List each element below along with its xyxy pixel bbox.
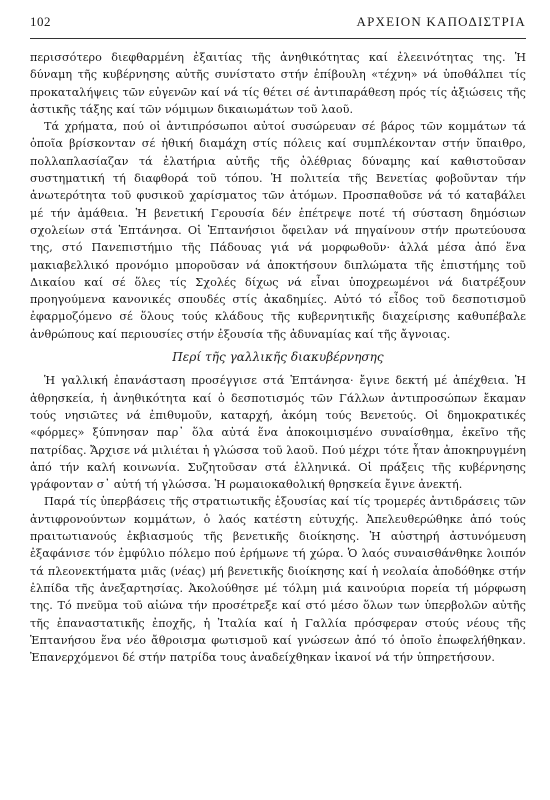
paragraph: Ἡ γαλλική ἐπανάσταση προσέγγισε στά Ἑπτάνησα· ἔγινε δεκτή μέ ἀπέχθεια. Ἡ ἀθρησκεία, ἡ ἀνηθικότητα καί ὁ δεσποτισμός τῶν Γάλλων ἀντιπροσώπων ἔκαμαν τούς νησιῶτες νά ἐπιθυμοῦν, καταρχή, ἀκόμη τούς Βενετούς. Οἱ δημοκρατικές «φόρμες» ξύπνησαν παρ᾽ ὅλα αὐτά ἕνα ἀποκοιμισμένο συναίσθημα, ἐκεῖνο τῆς πατρίδας. Ἄρχισε νά μιλιέται ἡ γλώσσα τοῦ λαοῦ. Πού μέχρι τότε ἦταν ἀποκηρυγμένη ἀπό τήν καλή κοινωνία. Συζητοῦσαν στά ἑλληνικά. Οἱ πράξεις τῆς κυβέρνησης γράφονταν σ᾽ αὐτή τή γλώσσα. Ἡ ρωμαιοκαθολική θρησκεία ἔγινε ἀνεκτή. — [30, 374, 526, 492]
paragraph: περισσότερο διεφθαρμένη ἐξαιτίας τῆς ἀνηθικότητας καί ἐλεεινότητας της. Ἡ δύναμη τῆς κυβέρνησης αὐτῆς συνίστατο στήν ἐπίβουλη «τέχνη» νά ὑποθάλπει τίς προκαταλήψεις τῶν εὐγενῶν καί νά τίς θέτει σέ ἀντιπαράθεση πρός τίς ἀξιώσεις τῆς ἀστικῆς τάξης καί τῶν νόμιμων δικαιωμάτων τοῦ λαοῦ. — [30, 51, 526, 116]
main-text — [30, 49, 526, 666]
page-number: 102 — [30, 14, 51, 29]
running-head — [30, 14, 526, 34]
running-title: ΑΡΧΕΙΟΝ ΚΑΠΟΔΙΣΤΡΙΑ — [356, 14, 526, 29]
book-page — [30, 14, 526, 666]
paragraph: Τά χρήματα, πού οἱ ἀντιπρόσωποι αὐτοί συσώρευαν σέ βάρος τῶν κομμάτων τά ὁποῖα βρίσκονταν σέ ἠθική διαμάχη στίς πόλεις καί συμπλέκονταν στήν ὕπαιθρο, πολλαπλασίαζαν τά ἐλατήρια αὐτῆς τῆς ὀλέθριας δύναμης καί καθιστοῦσαν συστηματική τή διαφθορά τοῦ τόπου. Ἡ πολιτεία τῆς Βενετίας φοβοῦνταν τήν ἀνωτερότητα τοῦ φυσικοῦ χαρίσματος τῶν ἀτόμων. Προσπαθοῦσε νά τό καταβάλει μέ τήν ἀμάθεια. Ἡ βενετική Γερουσία δέν ἐπέτρεψε ποτέ τή σύσταση δημόσιων σχολείων στά Ἑπτάνησα. Οἱ Ἑπτανήσιοι ὄφειλαν νά πηγαίνουν στήν πρωτεύουσα της, στό Πανεπιστήμιο τῆς Πάδουας γιά νά μορφωθοῦν· ἀλλά μέσα ἀπό ἕνα μακιαβελλικό προνόμιο μποροῦσαν νά ἀποκτήσουν διπλώματα τῆς ἐπιστήμης τοῦ Δικαίου καί σέ ὅλες τίς Σχολές δίχως νά εἶναι ὑποχρεωμένοι νά διατρέξουν προηγούμενα κανονικές σπουδές στίς ἀκαδημίες. Αὐτό τό εἶδος τοῦ δεσποτισμοῦ ἐφαρμοζόμενο σέ ὅλους τούς κλάδους τῆς κυβερνητικῆς διαχείρισης καθυπέβαλε ἀνθρώπους καί περιουσίες στήν ἐξουσία τῆς ἀδυναμίας καί τῆς ἄγνοιας. — [30, 120, 526, 341]
section-heading: Περί τῆς γαλλικῆς διακυβέρνησης — [172, 350, 384, 365]
header-rule — [30, 38, 526, 39]
paragraph: Παρά τίς ὑπερβάσεις τῆς στρατιωτικῆς ἐξουσίας καί τίς τρομερές ἀντιδράσεις τῶν ἀντιφρονούντων κομμάτων, ὁ λαός κατέστη εὐτυχής. Ἀπελευθερώθηκε ἀπό τούς πραιτωτιανούς ἐκβιασμούς τῆς βενετικῆς διοίκησης. Ἡ αὐστηρή ἀστυνόμευση ἐξαφάνισε τόν ἐμφύλιο πόλεμο πού ἐρήμωνε τή χώρα. Ὁ λαός συναισθάνθηκε λοιπόν τά πλεονεκτήματα μιᾶς (νέας) μή βενετικῆς διοίκησης καί ἡ νεολαία ἀποδόθηκε στήν ἐλπίδα τῆς ἀνεξαρτησίας. Ἀκολούθησε μέ τόλμη μιά καινούρια πορεία τή μόρφωση της. Τό πνεῦμα τοῦ αἰώνα τήν προσέτρεξε καί στό μέσο ὅλων των ὑπερβολῶν αὐτῆς τῆς ἐπαναστατικῆς ἐποχῆς, ἡ Ἰταλία καί ἡ Γαλλία πρόσφεραν στούς νέους τῆς Ἑπτανήσου ἕνα νέο ἄθροισμα φωτισμοῦ καί γνώσεων ἀπό τό ὁποῖο ἐπωφελήθηκαν. Ἐπανερχόμενοι δέ στήν πατρίδα τους ἀναδείχθηκαν ἱκανοί νά τήν ὑπηρετήσουν. — [30, 495, 526, 665]
